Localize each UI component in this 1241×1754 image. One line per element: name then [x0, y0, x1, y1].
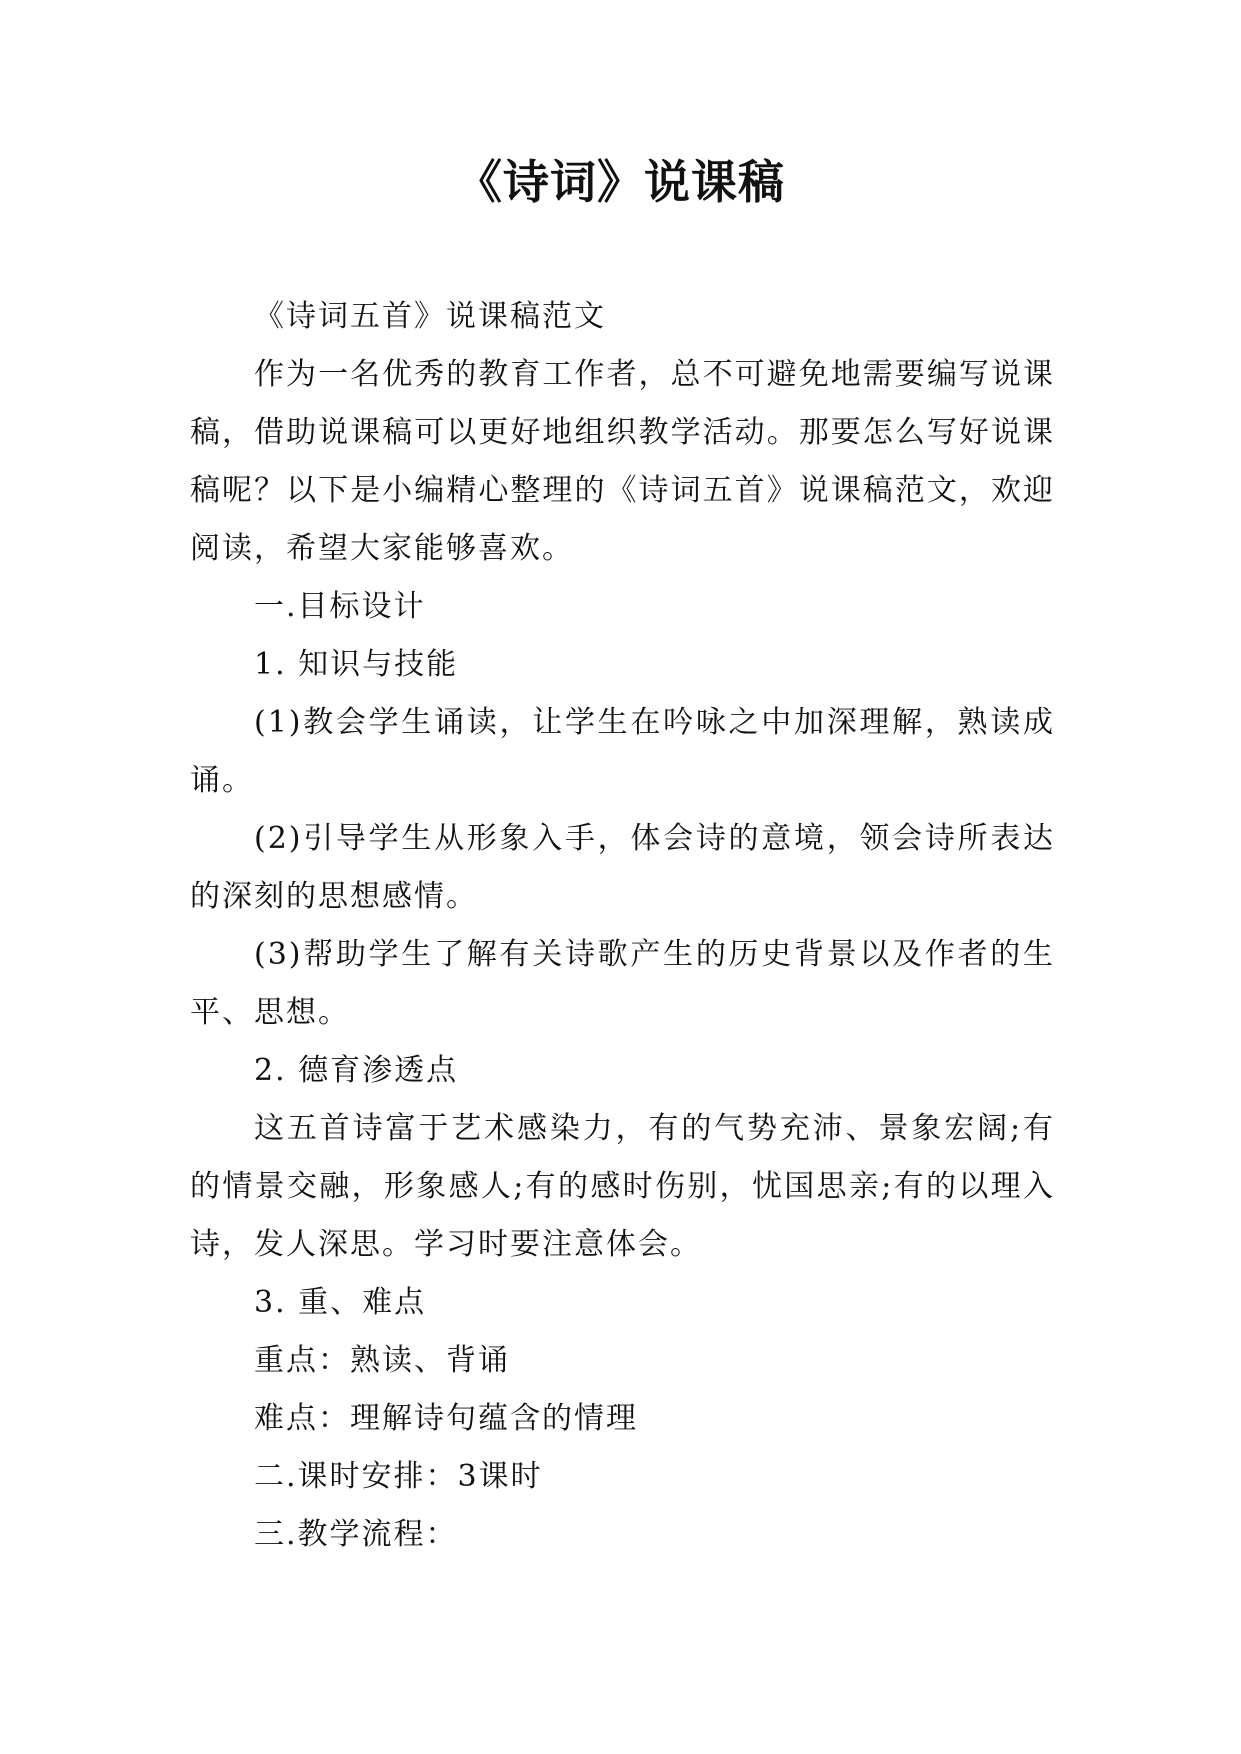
- section-heading-process: 三.教学流程：: [254, 1517, 458, 1552]
- document-title: 《诗词》说课稿: [456, 155, 785, 209]
- subheading-key-points: 3. 重、难点: [254, 1285, 427, 1320]
- list-item-1: (1)教会学生诵读，让学生在吟咏之中加深理解，熟读成诵。: [190, 705, 1055, 798]
- list-item-2: (2)引导学生从形象入手，体会诗的意境，领会诗所表达的深刻的思想感情。: [190, 821, 1055, 914]
- subheading-moral-education: 2. 德育渗透点: [254, 1053, 459, 1088]
- document-body: [190, 288, 1055, 1564]
- section-heading-schedule: 二.课时安排：3课时: [254, 1459, 543, 1494]
- list-item-3: (3)帮助学生了解有关诗歌产生的历史背景以及作者的生平、思想。: [190, 937, 1055, 1030]
- subtitle-paragraph: 《诗词五首》说课稿范文: [254, 299, 606, 334]
- intro-paragraph: 作为一名优秀的教育工作者，总不可避免地需要编写说课稿，借助说课稿可以更好地组织教学活动。那要怎么写好说课稿呢？以下是小编精心整理的《诗词五首》说课稿范文，欢迎阅读，希望大家能够喜欢。: [190, 357, 1055, 566]
- section-heading-goals: 一.目标设计: [254, 589, 426, 624]
- difficulty-paragraph: 难点：理解诗句蕴含的情理: [254, 1401, 638, 1436]
- moral-education-paragraph: 这五首诗富于艺术感染力，有的气势充沛、景象宏阔;有的情景交融，形象感人;有的感时伤别，忧国思亲;有的以理入诗，发人深思。学习时要注意体会。: [190, 1111, 1055, 1262]
- key-point-paragraph: 重点：熟读、背诵: [254, 1343, 510, 1378]
- subheading-knowledge-skills: 1. 知识与技能: [254, 647, 459, 682]
